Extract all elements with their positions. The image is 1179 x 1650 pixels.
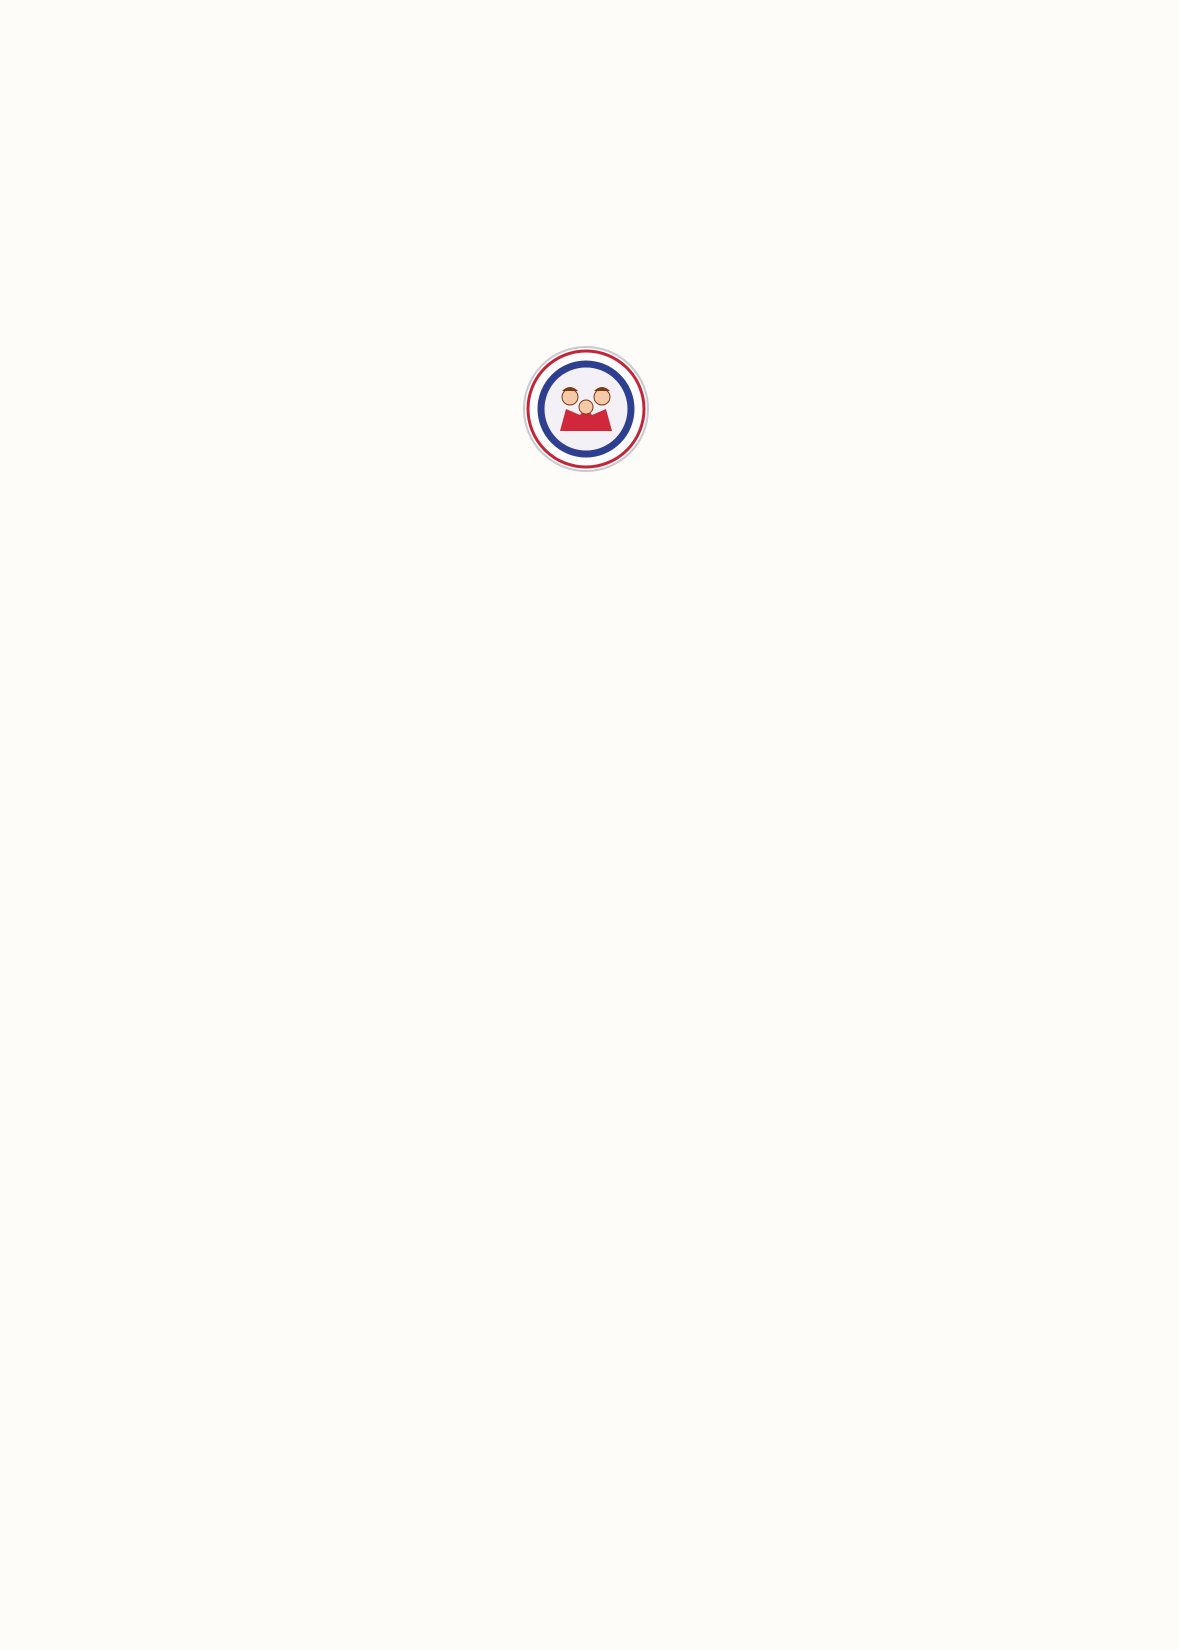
schedule-groups xyxy=(118,1022,1061,1064)
organization-logo xyxy=(522,345,650,473)
